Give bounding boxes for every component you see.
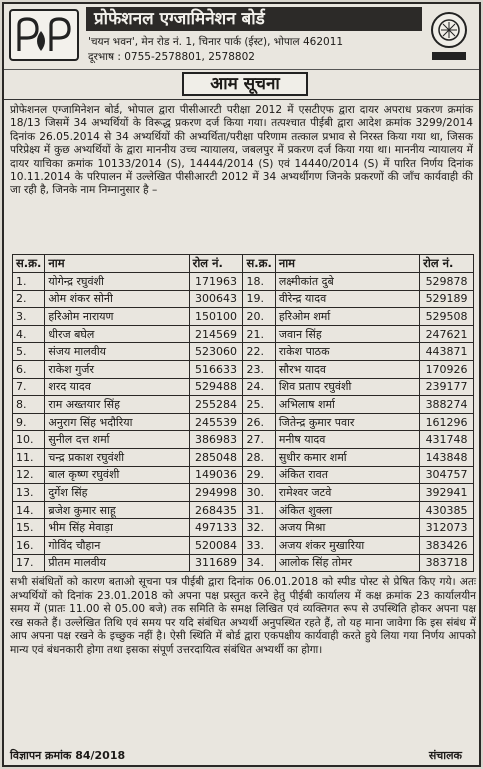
cell-sn: 29.: [243, 466, 275, 484]
col-header-sn-2: स.क्र.: [243, 255, 275, 273]
cell-sn: 7.: [13, 378, 45, 396]
cell-sn: 8.: [13, 396, 45, 414]
cell-name: राम अख्तयार सिंह: [45, 396, 189, 414]
cell-name: शरद यादव: [45, 378, 189, 396]
cell-sn: 6.: [13, 360, 45, 378]
cell-sn: 2.: [13, 290, 45, 308]
cell-name: ब्रजेश कुमार साहू: [45, 501, 189, 519]
cell-name: राकेश गुर्जर: [45, 360, 189, 378]
cell-name: सौरभ यादव: [275, 360, 419, 378]
cell-roll: 268435: [189, 501, 243, 519]
cell-name: जवान सिंह: [275, 325, 419, 343]
cell-sn: 17.: [13, 554, 45, 572]
cell-roll: 143848: [420, 448, 474, 466]
phone-line: दूरभाष : 0755-2578801, 2578802: [88, 51, 255, 63]
notice-bottom: [10, 748, 476, 766]
cell-name: हरिओम नारायण: [45, 308, 189, 326]
cell-roll: 383718: [420, 554, 474, 572]
cell-roll: 150100: [189, 308, 243, 326]
cell-sn: 15.: [13, 519, 45, 537]
cell-roll: 529488: [189, 378, 243, 396]
col-header-sn: स.क्र.: [13, 255, 45, 273]
cell-roll: 430385: [420, 501, 474, 519]
table-row: [13, 290, 474, 308]
cell-name: ओम शंकर सोनी: [45, 290, 189, 308]
cell-sn: 31.: [243, 501, 275, 519]
table-row: [13, 484, 474, 502]
newspaper-notice: [2, 2, 481, 767]
cell-roll: 529878: [420, 273, 474, 291]
advertisement-number: विज्ञापन क्रमांक 84/2018: [10, 749, 126, 762]
footer-paragraph: सभी संबंधितों को कारण बताओ सूचना पत्र पीईबी द्वारा दिनांक 06.01.2018 को स्पीड पोस्ट से प्रेषित किए गये। अतः अभ्यर्थियों को दिनांक 23.01.2018 को अपना पक्ष प्रस्तुत करने हेतु पीईबी कार्यालय में कक्ष क्रमांक 23 कार्यालयीन समय में (प्रातः 11.00 से 05.00 बजे) तक समिति के समक्ष लिखित एवं व्यक्तिगत रूप से उपस्थिति होकर अपना पक्ष रख सकते हैं। उल्लेखित तिथि एवं समय पर यदि संबंधित अभ्यर्थी अनुपस्थित रहते हैं, तो यह माना जावेगा कि इस संबंध में आप अपना पक्ष रखने के इच्छुक नहीं है। ऐसी स्थिति में बोर्ड द्वारा एकपक्षीय कार्यवाही करते हुये लिया गया निर्णय आपको मान्य एवं बंधनकारी होगा तथा इसका संपूर्ण उत्तरदायित्व संबंधित अभ्यर्थी का होगा।: [10, 576, 476, 656]
cell-roll: 247621: [420, 325, 474, 343]
cell-sn: 1.: [13, 273, 45, 291]
cell-roll: 383426: [420, 536, 474, 554]
cell-name: अनुराग सिंह भदौरिया: [45, 413, 189, 431]
col-header-name-2: नाम: [275, 255, 419, 273]
cell-sn: 20.: [243, 308, 275, 326]
cell-sn: 4.: [13, 325, 45, 343]
cell-sn: 9.: [13, 413, 45, 431]
cell-name: प्रीतम मालवीय: [45, 554, 189, 572]
cell-sn: 26.: [243, 413, 275, 431]
cell-name: दुर्गेश सिंह: [45, 484, 189, 502]
table-row: [13, 396, 474, 414]
table-row: [13, 360, 474, 378]
cell-name: धीरज बघेल: [45, 325, 189, 343]
col-header-roll: रोल नं.: [189, 255, 243, 273]
cell-sn: 22.: [243, 343, 275, 361]
cell-roll: 529508: [420, 308, 474, 326]
cell-sn: 28.: [243, 448, 275, 466]
notice-header: [4, 4, 479, 70]
table-row: [13, 308, 474, 326]
cell-roll: 529189: [420, 290, 474, 308]
cell-roll: 149036: [189, 466, 243, 484]
cell-name: सुधीर कमार शर्मा: [275, 448, 419, 466]
cell-sn: 12.: [13, 466, 45, 484]
cell-sn: 30.: [243, 484, 275, 502]
cell-sn: 14.: [13, 501, 45, 519]
cell-name: जितेन्द्र कुमार पवार: [275, 413, 419, 431]
cell-name: बाल कृष्ण रघुवंशी: [45, 466, 189, 484]
table-row: [13, 378, 474, 396]
cell-roll: 311689: [189, 554, 243, 572]
cell-name: वीरेन्द्र यादव: [275, 290, 419, 308]
cell-roll: 294998: [189, 484, 243, 502]
cell-name: रामेश्वर जटवे: [275, 484, 419, 502]
cell-roll: 170926: [420, 360, 474, 378]
cell-name: अजय शंकर मुखारिया: [275, 536, 419, 554]
table-row: [13, 536, 474, 554]
cell-name: संजय मालवीय: [45, 343, 189, 361]
cell-sn: 19.: [243, 290, 275, 308]
candidates-table: [12, 254, 474, 572]
table-header-row: [13, 255, 474, 273]
table-row: [13, 431, 474, 449]
cell-roll: 245539: [189, 413, 243, 431]
cell-name: राकेश पाठक: [275, 343, 419, 361]
cell-name: भीम सिंह मेवाड़ा: [45, 519, 189, 537]
notice-title: आम सूचना: [182, 72, 308, 96]
cell-roll: 239177: [420, 378, 474, 396]
org-name: प्रोफेशनल एग्जामिनेशन बोर्ड: [86, 7, 422, 31]
cell-roll: 523060: [189, 343, 243, 361]
cell-name: योगेन्द्र रघुवंशी: [45, 273, 189, 291]
cell-sn: 27.: [243, 431, 275, 449]
cell-sn: 13.: [13, 484, 45, 502]
state-emblem-icon: [424, 8, 474, 64]
cell-roll: 388274: [420, 396, 474, 414]
table-row: [13, 325, 474, 343]
cell-sn: 34.: [243, 554, 275, 572]
cell-roll: 497133: [189, 519, 243, 537]
intro-paragraph: प्रोफेशनल एग्जामिनेशन बोर्ड, भोपाल द्वारा पीसीआरटी परीक्षा 2012 में एसटीएफ द्वारा दायर अपराध प्रकरण क्रमांक 18/13 जिसमें 34 अभ्यर्थियों के विरूद्ध प्रकरण दर्ज किया गया। तत्पश्चात पीईबी द्वारा आदेश क्रमांक 3299/2014 दिनांक 26.05.2014 से 34 अभ्यर्थियों की अभ्यर्थिता/परीक्षा परिणाम तत्काल प्रभाव से निरस्त किया गया था, जिसक परिप्रेक्ष्य में कुछ अभ्यर्थियों के द्वारा माननीय उच्च न्यायालय, जबलपुर में प्रकरण दर्ज किया गया था। माननीय न्यायालय में दायर याचिका क्रमांक 10133/2014 (S), 14444/2014 (S) एवं 14440/2014 (S) में पारित निर्णय दिनांक 10.11.2014 के परिपालन में उल्लेखित पीसीआरटी 2012 में 34 अभ्यर्थीगण जिनके प्रकरणों की जाँच कार्यवाही की जा रही है, जिनके नाम निम्नानुसार है –: [10, 104, 473, 197]
cell-roll: 431748: [420, 431, 474, 449]
col-header-roll-2: रोल नं.: [420, 255, 474, 273]
cell-name: अभिलाष शर्मा: [275, 396, 419, 414]
table-row: [13, 466, 474, 484]
cell-roll: 392941: [420, 484, 474, 502]
cell-name: आलोक सिंह तोमर: [275, 554, 419, 572]
cell-sn: 11.: [13, 448, 45, 466]
cell-roll: 520084: [189, 536, 243, 554]
cell-roll: 171963: [189, 273, 243, 291]
cell-roll: 300643: [189, 290, 243, 308]
cell-roll: 285048: [189, 448, 243, 466]
table-row: [13, 448, 474, 466]
cell-sn: 5.: [13, 343, 45, 361]
cell-roll: 312073: [420, 519, 474, 537]
cell-name: सुनील दत्त शर्मा: [45, 431, 189, 449]
cell-sn: 24.: [243, 378, 275, 396]
cell-name: लक्ष्मीकांत दुबे: [275, 273, 419, 291]
signatory: संचालक: [428, 749, 462, 762]
cell-sn: 33.: [243, 536, 275, 554]
cell-sn: 25.: [243, 396, 275, 414]
cell-roll: 516633: [189, 360, 243, 378]
cell-name: हरिओम शर्मा: [275, 308, 419, 326]
cell-name: मनीष यादव: [275, 431, 419, 449]
cell-roll: 386983: [189, 431, 243, 449]
table-row: [13, 554, 474, 572]
cell-sn: 3.: [13, 308, 45, 326]
cell-sn: 18.: [243, 273, 275, 291]
cell-sn: 32.: [243, 519, 275, 537]
peb-logo: [9, 9, 79, 61]
cell-sn: 16.: [13, 536, 45, 554]
col-header-name: नाम: [45, 255, 189, 273]
cell-sn: 23.: [243, 360, 275, 378]
cell-name: शिव प्रताप रघुवंशी: [275, 378, 419, 396]
cell-roll: 304757: [420, 466, 474, 484]
address-line: 'चयन भवन', मेन रोड नं. 1, चिनार पार्क (ईस्ट), भोपाल 462011: [88, 36, 344, 48]
table-row: [13, 413, 474, 431]
table-row: [13, 343, 474, 361]
cell-sn: 21.: [243, 325, 275, 343]
table-row: [13, 519, 474, 537]
table-row: [13, 273, 474, 291]
cell-name: गोविंद चौहान: [45, 536, 189, 554]
cell-name: चन्द्र प्रकाश रघुवंशी: [45, 448, 189, 466]
cell-roll: 255284: [189, 396, 243, 414]
cell-name: अजय मिश्रा: [275, 519, 419, 537]
cell-roll: 443871: [420, 343, 474, 361]
cell-name: अंकित शुक्ला: [275, 501, 419, 519]
cell-sn: 10.: [13, 431, 45, 449]
title-row: [4, 70, 479, 100]
cell-roll: 161296: [420, 413, 474, 431]
cell-name: अंकित रावत: [275, 466, 419, 484]
table-row: [13, 501, 474, 519]
cell-roll: 214569: [189, 325, 243, 343]
